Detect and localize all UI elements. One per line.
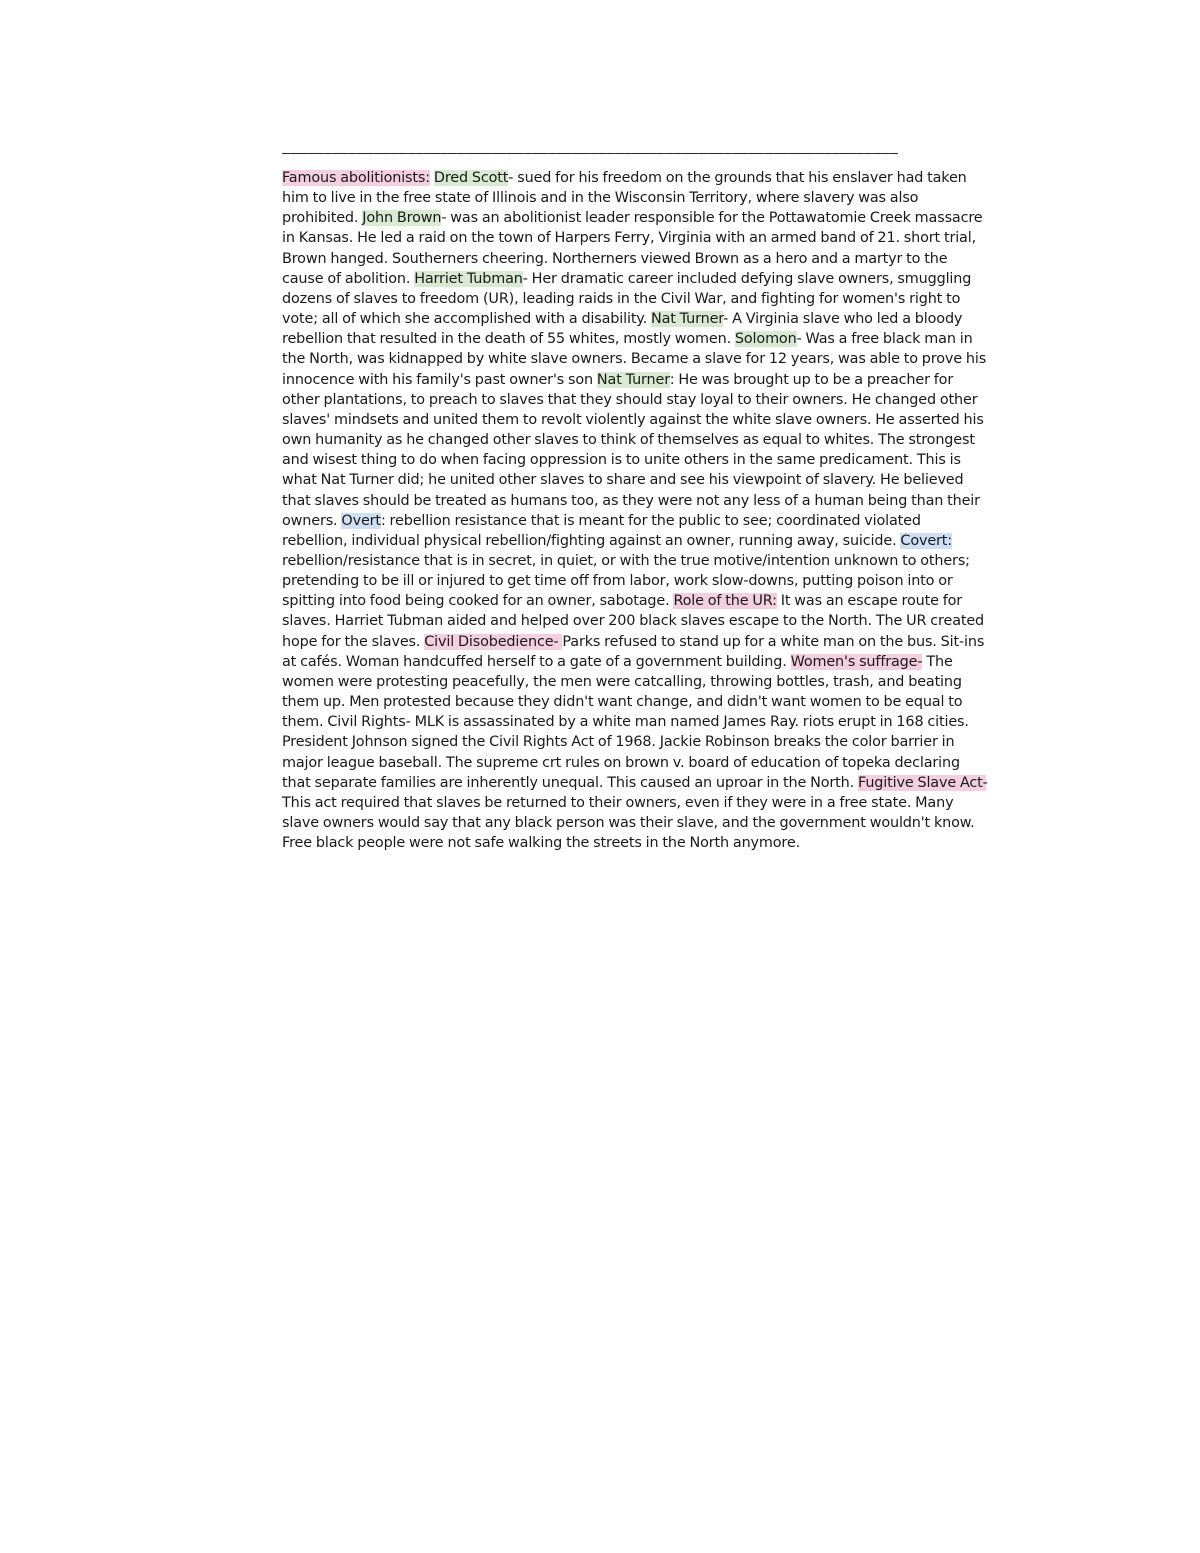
text-segment: : He was brought up to be a preacher for other plantations, to preach to slaves that they should stay loyal to their owners. He changed other slaves' mindsets and united them to revolt violently against the white slave owners. He asserted his own humanity as he changed other slaves to think of themselves as equal to whites. The strongest and wisest thing to do when facing oppression is to unite others in the same predicament. This is what Nat Turner did; he united other slaves to share and see his viewpoint of slavery. He believed that slaves should be treated as humans too, as they were not any less of a human being than their owners. [282, 371, 984, 529]
dashed-divider-line: —————————————————————————————————————————————————————————————————————————— [282, 145, 899, 161]
term-womens-suffrage: Women's suffrage- [790, 653, 923, 670]
text-segment: The women were protesting peacefully, the men were catcalling, throwing bottles, trash, and beating them up. Men protested because they didn't want change, and didn't want women to be equal to them. Civil Rights- MLK is assassinated by a white man named James Ray. riots erupt in 168 cities. President Johnson signed the Civil Rights Act of 1968. Jackie Robinson breaks the color barrier in major league baseball. The supreme crt rules on brown v. board of education of topeka declaring that separate families are inherently unequal. This caused an uproar in the North. [282, 653, 969, 791]
term-harriet-tubman: Harriet Tubman [414, 270, 523, 287]
term-solomon: Solomon [734, 331, 797, 348]
text-segment: - Was a free black man in the North, was kidnapped by white slave owners. Became a slave for 12 years, was able to prove his innocence with his family's past owner's son [282, 331, 987, 388]
term-john-brown: John Brown [362, 210, 442, 227]
term-dred-scott: Dred Scott [433, 170, 509, 186]
term-famous-abolitionists: Famous abolitionists: [282, 170, 430, 186]
text-segment: : rebellion resistance that is meant for the public to see; coordinated violated rebellion, individual physical rebellion/fighting against an owner, running away, suicide. [282, 512, 921, 549]
term-covert: Covert: [900, 532, 953, 549]
term-role-of-the-ur: Role of the UR: [673, 593, 777, 610]
term-overt: Overt [341, 512, 381, 529]
term-civil-disobedience: Civil Disobedience- [424, 633, 563, 650]
text-segment: - A Virginia slave who led a bloody rebellion that resulted in the death of 55 whites, mostly women. [282, 311, 963, 348]
term-fugitive-slave-act: Fugitive Slave Act- [858, 774, 987, 791]
text-segment: rebellion/resistance that is in secret, in quiet, or with the true motive/intention unknown to others; pretending to be ill or injured to get time off from labor, work slow-downs, putting poison into or spitting into food being cooked for an owner, sabotage. [282, 552, 970, 610]
text-segment: This act required that slaves be returned to their owners, even if they were in a free state. Many slave owners would say that any black person was their slave, and the government wouldn't know. Free black people were not safe walking the streets in the North anymore. [282, 794, 975, 852]
term-nat-turner: Nat Turner [650, 311, 724, 328]
text-segment: Parks refused to stand up for a white man on the bus. Sit-ins at cafés. Woman handcuffed herself to a gate of a government building. [282, 633, 985, 670]
text-segment: It was an escape route for slaves. Harriet Tubman aided and helped over 200 black slaves escape to the North. The UR created hope for the slaves. [282, 593, 985, 650]
text-segment: - was an abolitionist leader responsible for the Pottawatomie Creek massacre in Kansas. He led a raid on the town of Harpers Ferry, Virginia with an armed band of 21. short trial, Brown hanged. Southerners cheering. Northerners viewed Brown as a hero and a martyr to the cause of abolition. [282, 210, 983, 287]
term-nat-turner-second: Nat Turner [596, 371, 670, 388]
notes-paragraph [282, 168, 989, 853]
text-segment: - sued for his freedom on the grounds that his enslaver had taken him to live in the free state of Illinois and in the Wisconsin Territory, where slavery was also prohibited. [282, 170, 967, 227]
text-segment: - Her dramatic career included defying slave owners, smuggling dozens of slaves to freedom (UR), leading raids in the Civil War, and fighting for women's right to vote; all of which she accomplished with a disability. [282, 270, 972, 328]
